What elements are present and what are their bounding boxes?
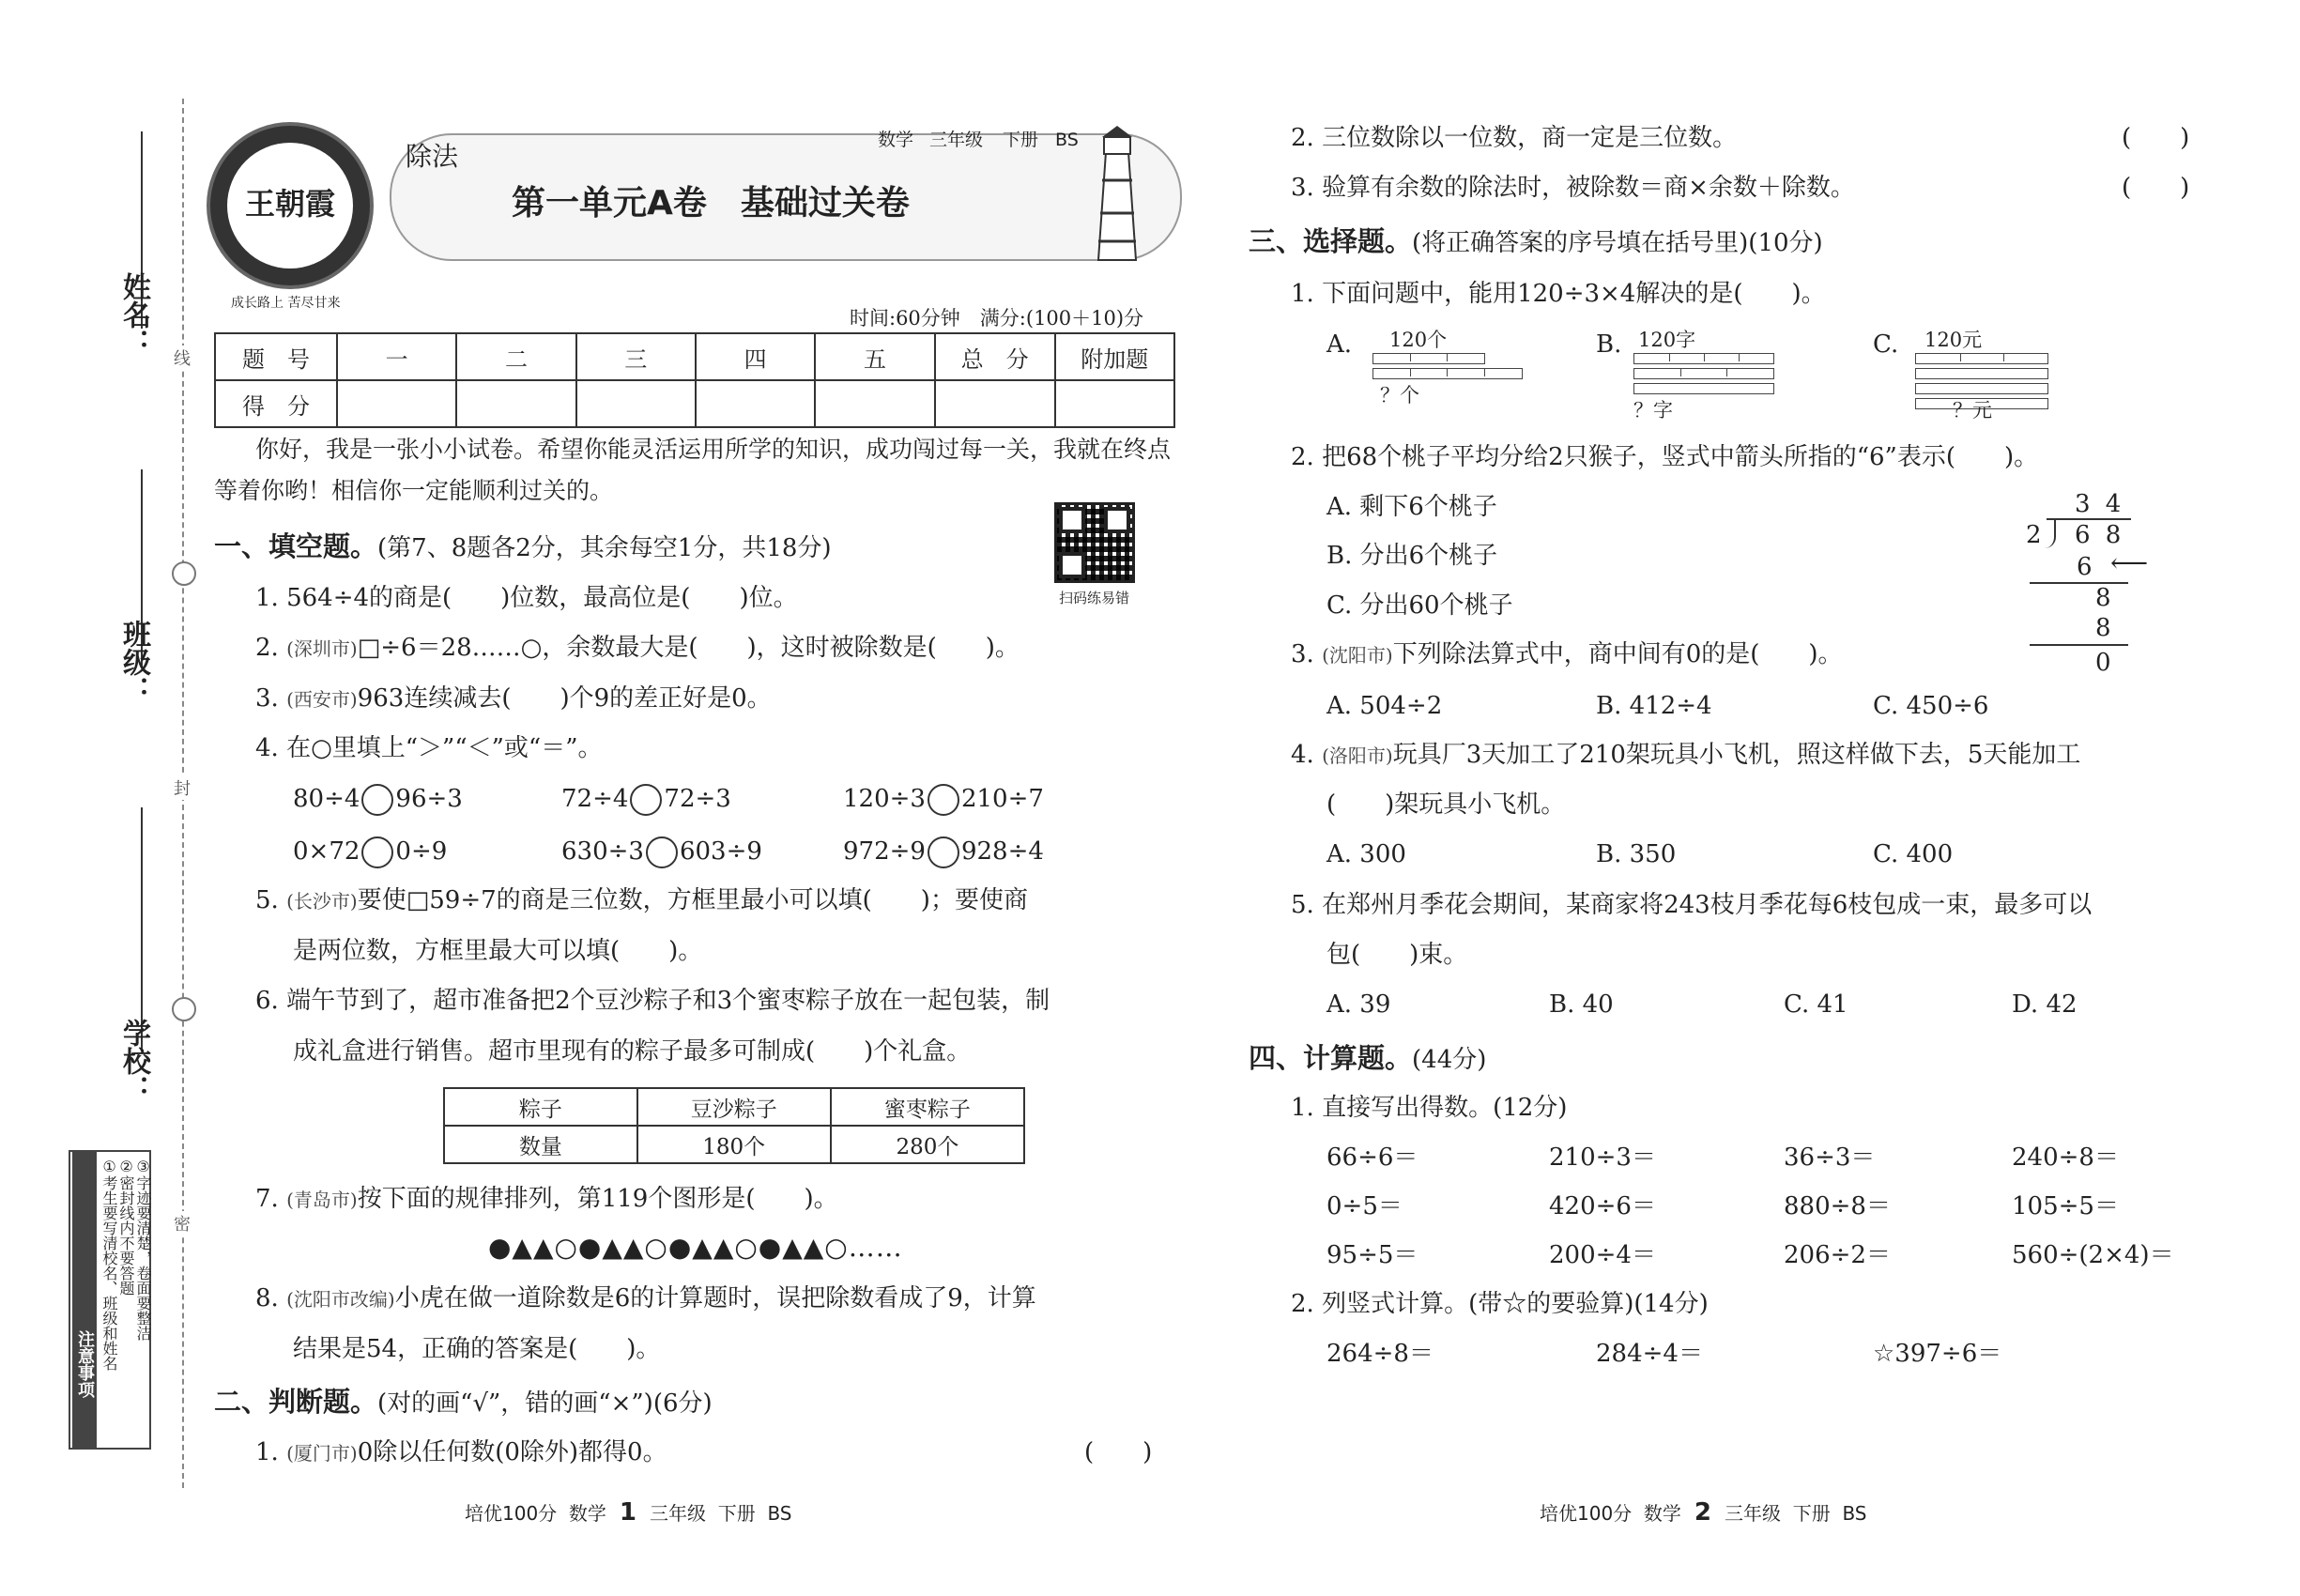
school-label: 学校： — [117, 1019, 150, 1103]
bar-diagram — [1915, 368, 2048, 379]
compare-blank[interactable] — [928, 784, 959, 816]
option-label: A. — [1326, 330, 1353, 359]
subject-tag: 数学 — [878, 130, 914, 150]
cut-circle — [172, 561, 196, 586]
compare-blank[interactable] — [630, 784, 662, 816]
time-info: 时间:60分钟 满分:(100＋10)分 — [850, 307, 1144, 330]
compare-blank[interactable] — [646, 836, 678, 868]
score-header: 二 — [456, 333, 575, 380]
calc-item: 95÷5＝ — [1326, 1241, 1418, 1269]
question-4-2: 2. 列竖式计算。(带☆的要验算)(14分) — [1291, 1290, 1709, 1318]
compare-blank[interactable] — [361, 784, 393, 816]
diagram-bottom-label: ？元 — [1953, 399, 1992, 422]
question-1-5: 5. (长沙市)要使□59÷7的商是三位数，方框里最小可以填( )；要使商 — [255, 886, 1028, 914]
class-label: 班级： — [117, 620, 150, 704]
zongzi-cell: 180个 — [637, 1126, 831, 1163]
score-header: 五 — [815, 333, 934, 380]
option-d: D. 42 — [2012, 990, 2078, 1019]
topic-label: 除法 — [406, 141, 459, 172]
bar-diagram — [1633, 353, 1774, 364]
zongzi-header: 豆沙粽子 — [637, 1088, 831, 1126]
score-header: 一 — [337, 333, 456, 380]
footer-right: 培优100分 数学 2 三年级 下册 BS — [1540, 1498, 1867, 1527]
brand-logo — [207, 122, 374, 311]
question-3-4-cont: ( )架玩具小飞机。 — [1326, 790, 1566, 819]
name-label: 姓名： — [117, 272, 150, 357]
longdiv-dividend: 6 8 — [2075, 521, 2125, 549]
compare-item: 972÷9 928÷4 — [843, 836, 1044, 868]
bar-diagram — [1915, 353, 2048, 364]
compare-item: 0×72 0÷9 — [293, 836, 447, 868]
score-cell[interactable] — [815, 380, 934, 427]
brand-slogan: 成长路上 苦尽甘来 — [231, 296, 341, 311]
longdiv-quotient: 3 4 — [2075, 490, 2125, 518]
question-3-3: 3. (沈阳市)下列除法算式中，商中间有0的是( )。 — [1291, 640, 1843, 668]
vertical-calc-item: ☆397÷6＝ — [1873, 1340, 2002, 1368]
section4-heading: 四、计算题。(44分) — [1249, 1042, 1487, 1074]
score-cell[interactable] — [456, 380, 575, 427]
score-header: 四 — [696, 333, 815, 380]
shape-pattern: ●▲▲○●▲▲○●▲▲○●▲▲○…… — [488, 1232, 903, 1263]
brand-name: 王朝霞 — [244, 186, 335, 222]
notice-item: ②密封线内不要答题 — [117, 1158, 135, 1296]
bar-diagram — [1915, 383, 2048, 394]
answer-paren[interactable]: ( ) — [1084, 1438, 1153, 1466]
option-a: A. 300 — [1326, 840, 1406, 868]
question-1-8-cont: 结果是54，正确的答案是( )。 — [293, 1335, 661, 1363]
section2-heading: 二、判断题。(对的画“√”，错的画“×”)(6分) — [214, 1386, 713, 1418]
score-cell[interactable] — [1055, 380, 1174, 427]
question-3-5-cont: 包( )束。 — [1326, 941, 1468, 969]
compare-item: 120÷3 210÷7 — [843, 783, 1044, 816]
question-1-2: 2. (深圳市)□÷6＝28……○，余数最大是( )，这时被除数是( )。 — [255, 634, 1020, 662]
question-2-3: 3. 验算有余数的除法时，被除数＝商×余数＋除数。 — [1291, 174, 1855, 202]
diagram-top-label: 120字 — [1638, 329, 1696, 351]
question-1-3: 3. (西安市)963连续减去( )个9的差正好是0。 — [255, 684, 772, 713]
question-1-7: 7. (青岛市)按下面的规律排列，第119个图形是( )。 — [255, 1185, 838, 1213]
calc-item: 420÷6＝ — [1549, 1192, 1656, 1220]
compare-item: 630÷3 603÷9 — [561, 836, 762, 868]
zongzi-header: 粽子 — [444, 1088, 637, 1126]
score-cell[interactable] — [935, 380, 1055, 427]
lighthouse-icon — [1080, 124, 1155, 265]
compare-blank[interactable] — [361, 836, 393, 868]
compare-item: 72÷4 72÷3 — [561, 783, 731, 816]
notice-item: ①考生要写清校名、班级和姓名 — [100, 1158, 118, 1371]
bar-diagram — [1372, 353, 1485, 364]
score-header: 总 分 — [935, 333, 1055, 380]
diagram-bottom-label: ？个 — [1380, 384, 1419, 407]
page-number: 1 — [619, 1498, 636, 1527]
diagram-bottom-label: ？字 — [1633, 399, 1673, 422]
qr-caption: 扫码练易错 — [1059, 590, 1130, 606]
question-1-4: 4. 在○里填上“＞”“＜”或“＝”。 — [255, 734, 603, 762]
zongzi-header: 蜜枣粽子 — [831, 1088, 1024, 1126]
cut-mark-text: 线 — [173, 345, 192, 370]
binding-margin — [0, 0, 188, 1596]
bar-diagram — [1372, 368, 1523, 379]
option-b: B. 412÷4 — [1596, 692, 1712, 720]
cut-circle — [172, 997, 196, 1021]
score-cell[interactable] — [337, 380, 456, 427]
intro-line: 你好，我是一张小小试卷。希望你能灵活运用所学的知识，成功闯过每一关，我就在终点 — [255, 436, 1172, 463]
calc-item: 105÷5＝ — [2012, 1192, 2119, 1220]
longdiv-remainder: 0 — [2095, 649, 2111, 677]
question-1-6: 6. 端午节到了，超市准备把2个豆沙粽子和3个蜜枣粽子放在一起包装，制 — [255, 987, 1050, 1015]
answer-paren[interactable]: ( ) — [2122, 124, 2190, 152]
longdiv-bracket — [2045, 518, 2056, 548]
question-3-1: 1. 下面问题中，能用120÷3×4解决的是( )。 — [1291, 280, 1826, 308]
longdiv-divisor: 2 — [2026, 521, 2042, 549]
vertical-calc-item: 284÷4＝ — [1596, 1340, 1703, 1368]
zongzi-table — [443, 1087, 1025, 1164]
option-a: A. 504÷2 — [1326, 692, 1443, 720]
question-3-2: 2. 把68个桃子平均分给2只猴子，竖式中箭头所指的“6”表示( )。 — [1291, 443, 2039, 471]
question-1-8: 8. (沈阳市改编)小虎在做一道除数是6的计算题时，误把除数看成了9，计算 — [255, 1284, 1036, 1312]
option-c: C. 分出60个桃子 — [1326, 591, 1513, 620]
question-1-5-cont: 是两位数，方框里最大可以填( )。 — [293, 937, 703, 965]
bar-diagram — [1633, 383, 1774, 394]
notice-item: ③字迹要清楚，卷面要整洁 — [134, 1158, 152, 1341]
arrow-left-icon: ⟵ — [2110, 547, 2149, 578]
zongzi-cell: 280个 — [831, 1126, 1024, 1163]
notice-box — [69, 1150, 151, 1450]
diagram-top-label: 120个 — [1389, 329, 1448, 351]
question-2-2: 2. 三位数除以一位数，商一定是三位数。 — [1291, 124, 1738, 152]
compare-item: 80÷4 96÷3 — [293, 783, 463, 816]
option-a: A. 剩下6个桃子 — [1326, 493, 1497, 521]
score-header: 题 号 — [215, 333, 337, 380]
calc-item: 36÷3＝ — [1784, 1143, 1876, 1172]
option-a: A. 39 — [1326, 990, 1391, 1019]
score-row-label: 得 分 — [215, 380, 337, 427]
calc-item: 206÷2＝ — [1784, 1241, 1891, 1269]
question-1-1: 1. 564÷4的商是( )位数，最高位是( )位。 — [255, 584, 798, 612]
question-4-1: 1. 直接写出得数。(12分) — [1291, 1094, 1568, 1122]
longdiv-line — [2030, 644, 2128, 646]
longdiv-step: 8 — [2095, 584, 2111, 612]
option-b: B. 350 — [1596, 840, 1677, 868]
edition-tag: BS — [1055, 130, 1079, 150]
option-b: B. 40 — [1549, 990, 1614, 1019]
question-1-6-cont: 成礼盒进行销售。超市里现有的粽子最多可制成( )个礼盒。 — [293, 1037, 972, 1066]
page-number: 2 — [1694, 1498, 1711, 1527]
option-c: C. 400 — [1873, 840, 1954, 868]
longdiv-step: 6 — [2077, 553, 2093, 581]
section3-heading: 三、选择题。(将正确答案的序号填在括号里)(10分) — [1249, 225, 1823, 257]
calc-item: 560÷(2×4)＝ — [2012, 1241, 2174, 1269]
score-cell[interactable] — [696, 380, 815, 427]
calc-item: 200÷4＝ — [1549, 1241, 1656, 1269]
question-3-4: 4. (洛阳市)玩具厂3天加工了210架玩具小飞机，照这样做下去，5天能加工 — [1291, 741, 2081, 769]
score-header: 附加题 — [1055, 333, 1174, 380]
calc-item: 66÷6＝ — [1326, 1143, 1418, 1172]
vertical-calc-item: 264÷8＝ — [1326, 1340, 1434, 1368]
option-c: C. 41 — [1784, 990, 1848, 1019]
notice-title: 注意事项 — [75, 1330, 95, 1398]
question-3-5: 5. 在郑州月季花会期间，某商家将243枝月季花每6枝包成一束，最多可以 — [1291, 891, 2093, 919]
section1-heading: 一、填空题。(第7、8题各2分，其余每空1分，共18分) — [214, 530, 832, 562]
option-label: C. — [1873, 330, 1899, 359]
school-line[interactable] — [141, 807, 143, 1051]
diagram-top-label: 120元 — [1924, 329, 1983, 351]
zongzi-cell: 数量 — [444, 1126, 637, 1163]
score-table — [214, 332, 1175, 428]
score-cell[interactable] — [576, 380, 696, 427]
term-tag: 下册 — [1003, 130, 1039, 150]
bar-diagram — [1633, 368, 1774, 379]
intro-line: 等着你哟！相信你一定能顺利过关的。 — [214, 477, 614, 504]
grade-tag: 三年级 — [929, 130, 984, 150]
cut-mark-text: 密 — [173, 1211, 192, 1235]
score-header: 三 — [576, 333, 696, 380]
qr-code[interactable] — [1054, 502, 1135, 583]
question-2-1: 1. (厦门市)0除以任何数(0除外)都得0。 — [255, 1438, 667, 1466]
option-b: B. 分出6个桃子 — [1326, 542, 1498, 570]
calc-item: 0÷5＝ — [1326, 1192, 1403, 1220]
cut-mark-text: 封 — [173, 775, 192, 800]
footer-left: 培优100分 数学 1 三年级 下册 BS — [465, 1498, 792, 1527]
calc-item: 880÷8＝ — [1784, 1192, 1891, 1220]
compare-blank[interactable] — [928, 836, 959, 868]
longdiv-line — [2030, 582, 2128, 584]
answer-paren[interactable]: ( ) — [2122, 174, 2190, 202]
longdiv-step: 8 — [2095, 614, 2111, 642]
option-c: C. 450÷6 — [1873, 692, 1989, 720]
page-title: 第一单元A卷 基础过关卷 — [512, 184, 910, 223]
calc-item: 210÷3＝ — [1549, 1143, 1656, 1172]
calc-item: 240÷8＝ — [2012, 1143, 2119, 1172]
option-label: B. — [1596, 330, 1622, 359]
